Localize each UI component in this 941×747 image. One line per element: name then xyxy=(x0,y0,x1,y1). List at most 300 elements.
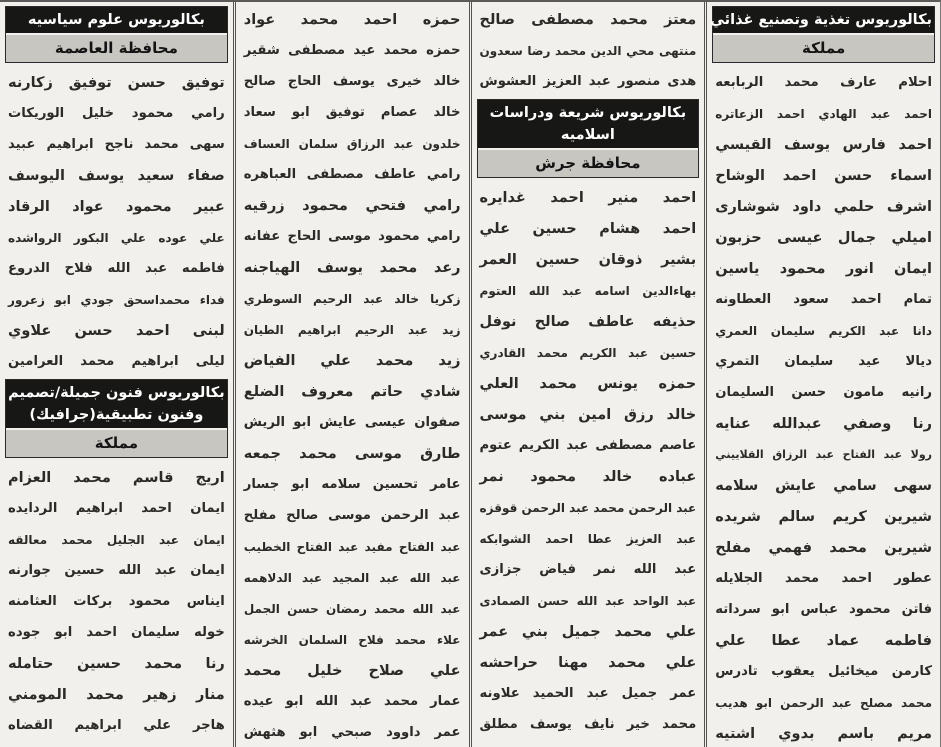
name-word: شوشارى xyxy=(715,198,780,215)
name-word: الضلع xyxy=(243,383,285,400)
name-word: جميل xyxy=(621,686,658,701)
name-word: محمد xyxy=(384,694,419,709)
name-row xyxy=(239,221,466,252)
name-word: عبد xyxy=(393,136,414,151)
name-word: مصطفى xyxy=(288,43,346,58)
name-word: ابراهيم xyxy=(75,501,123,516)
name-word: عواد xyxy=(72,198,104,215)
name-word: احمد xyxy=(86,625,117,640)
name-word: سليمان xyxy=(770,323,816,338)
name-word: رعد xyxy=(433,259,461,276)
name-word: عمر xyxy=(479,623,509,640)
name-word: كارمن xyxy=(891,664,932,679)
name-word: ابو xyxy=(54,625,73,640)
name-word: محمود xyxy=(125,198,172,215)
name-word: تمام xyxy=(903,292,932,307)
name-word: ابراهيم xyxy=(131,354,179,369)
name-word: قاسم xyxy=(132,469,174,486)
name-word: محمد xyxy=(144,137,179,152)
name-word: رنا xyxy=(205,655,225,672)
name-word: حراحشه xyxy=(479,654,538,671)
name-word: الحميد xyxy=(532,686,574,701)
name-word: الخطيب xyxy=(243,539,291,554)
name-word: جودي xyxy=(80,292,114,307)
name-row xyxy=(239,717,466,747)
name-word: اليوسف xyxy=(8,167,65,184)
name-row xyxy=(239,35,466,66)
name-word: صلاح xyxy=(368,662,404,679)
name-word: عبد xyxy=(350,694,373,709)
column-political-science-fine-arts xyxy=(0,2,236,747)
name-word: الفتاح xyxy=(842,448,876,461)
name-word: ابو xyxy=(291,477,310,492)
column-nutrition-food-manufacturing xyxy=(707,2,940,747)
name-word: عطا xyxy=(771,632,801,649)
name-row xyxy=(710,160,937,191)
name-word: خالد xyxy=(666,406,697,423)
name-word: عبد xyxy=(562,283,583,298)
name-word: توفيق xyxy=(68,74,112,91)
name-row xyxy=(3,617,230,648)
name-row xyxy=(710,625,937,656)
name-word: عبد xyxy=(676,531,697,546)
name-word: اسامه xyxy=(594,283,630,298)
name-word: المجيد xyxy=(332,570,370,585)
name-word: محمد xyxy=(73,469,111,486)
name-word: القادري xyxy=(479,345,526,360)
name-word: الكريم xyxy=(518,438,560,453)
name-row xyxy=(239,624,466,655)
name-row xyxy=(3,679,230,710)
name-word: باسم xyxy=(837,725,875,742)
name-word: خيرى xyxy=(386,74,422,89)
name-word: الوريكات xyxy=(8,106,65,121)
name-word: الدروع xyxy=(8,261,50,276)
name-word: محمد xyxy=(784,571,820,586)
name-word: الفياض xyxy=(243,352,296,369)
name-word: سليمان xyxy=(131,625,180,640)
name-word: احمد xyxy=(662,220,697,237)
name-word: حسن xyxy=(74,322,113,339)
name-word: نمر xyxy=(593,562,616,577)
name-word: ايمان xyxy=(190,501,225,516)
name-row xyxy=(3,284,230,315)
name-word: عبيد xyxy=(8,137,36,152)
name-word: عبير xyxy=(193,198,225,215)
name-row xyxy=(475,4,702,35)
name-word: موسى xyxy=(479,406,527,423)
name-word: رنا xyxy=(912,415,932,432)
name-word: فياض xyxy=(539,562,576,577)
name-row xyxy=(475,368,702,399)
name-word: الله xyxy=(409,570,431,585)
name-word: احمد xyxy=(898,136,932,153)
name-word: رامي xyxy=(426,167,461,182)
name-word: علي xyxy=(665,623,697,640)
name-word: عبد xyxy=(407,322,429,337)
name-word: الرواشده xyxy=(8,230,62,245)
name-word: مطلق xyxy=(479,717,518,732)
name-row xyxy=(239,562,466,593)
name-word: عارف xyxy=(840,75,877,90)
name-word: محي xyxy=(626,43,655,58)
degree-title-line: بكالوريوس شريعة ودراسات xyxy=(489,105,687,121)
name-row xyxy=(710,470,937,501)
name-word: حتامله xyxy=(8,655,54,672)
name-word: محمد xyxy=(300,11,339,28)
name-row xyxy=(239,4,466,35)
name-word: خالد xyxy=(433,74,461,89)
name-word: الله xyxy=(576,593,598,608)
name-word: محمود xyxy=(128,594,171,609)
name-word: حسين xyxy=(659,345,697,360)
name-row xyxy=(3,129,230,160)
name-word: زرقيه xyxy=(243,197,285,214)
name-row xyxy=(3,222,230,253)
name-word: فاتن xyxy=(901,602,932,617)
name-row xyxy=(239,66,466,97)
name-row xyxy=(475,523,702,554)
name-word: احلام xyxy=(898,75,932,90)
name-word: موسى xyxy=(354,445,402,462)
name-word: فارس xyxy=(842,136,886,153)
name-word: الله xyxy=(118,563,142,578)
name-row xyxy=(3,555,230,586)
name-word: ديالا xyxy=(905,354,932,369)
name-word: فلاح xyxy=(358,632,384,647)
name-word: خالد xyxy=(602,468,633,485)
name-word: موسى xyxy=(328,229,371,244)
name-word: العزيز xyxy=(626,531,662,546)
name-word: خالد xyxy=(433,105,461,120)
name-word: احمد xyxy=(141,501,172,516)
name-row xyxy=(710,656,937,687)
name-word: الفتاح xyxy=(296,539,332,554)
name-word: الجليل xyxy=(106,532,145,547)
name-word: سهى xyxy=(893,477,932,494)
name-word: الهياجنه xyxy=(243,259,301,276)
name-word: الرحمن xyxy=(780,695,824,710)
name-word: الرزاق xyxy=(772,448,808,461)
name-word: الله xyxy=(107,261,131,276)
name-word: فاطمه xyxy=(181,261,225,276)
name-word: رامي xyxy=(191,106,225,121)
name-row xyxy=(239,345,466,376)
region-label: مملكة xyxy=(6,430,227,457)
name-word: ابراهيم xyxy=(74,718,122,733)
name-word: عيسى xyxy=(364,415,407,430)
region-label: محافظة جرش xyxy=(478,150,699,177)
name-word: ابو xyxy=(285,694,304,709)
name-word: محمد xyxy=(662,717,697,732)
name-word: بني xyxy=(539,406,566,423)
name-word: محمد xyxy=(536,345,568,360)
name-row xyxy=(475,275,702,306)
name-word: صالح xyxy=(286,508,319,523)
name-row xyxy=(3,648,230,679)
name-word: العطاونه xyxy=(715,292,772,307)
name-word: ابو xyxy=(293,415,311,430)
name-word: عبد xyxy=(674,562,697,577)
name-word: عماد xyxy=(826,632,860,649)
name-word: منصور xyxy=(617,74,661,89)
name-word: هاجر xyxy=(192,718,225,733)
name-word: الصمادى xyxy=(479,593,530,608)
name-word: احمد xyxy=(841,571,872,586)
name-word: العباهره xyxy=(243,167,297,182)
name-word: الله xyxy=(528,283,550,298)
name-word: يوسف xyxy=(529,717,572,732)
name-row xyxy=(239,655,466,686)
name-word: رولا xyxy=(910,448,932,461)
name-word: رضا xyxy=(527,43,551,58)
name-row xyxy=(239,252,466,283)
name-word: احمد xyxy=(776,106,805,121)
degree-header xyxy=(712,6,935,63)
name-word: جزازى xyxy=(479,562,522,577)
name-word: حسن xyxy=(537,593,569,608)
name-word: محمود xyxy=(131,106,174,121)
degree-header xyxy=(5,6,228,63)
name-word: محمد xyxy=(379,259,418,276)
name-word: محمود xyxy=(378,229,420,244)
name-row xyxy=(475,461,702,492)
name-word: خليل xyxy=(81,106,115,121)
name-word: احمد xyxy=(662,189,697,206)
name-row xyxy=(710,98,937,129)
name-word: شيرين xyxy=(884,508,932,525)
name-word: زهير xyxy=(143,686,177,703)
name-row xyxy=(710,191,937,222)
name-word: غدايره xyxy=(479,189,526,206)
name-word: محمد xyxy=(593,500,625,515)
name-word: مصطفى xyxy=(306,167,364,182)
name-word: دانا xyxy=(912,323,932,338)
name-word: الله xyxy=(633,562,657,577)
name-word: عبد xyxy=(440,539,461,554)
name-row xyxy=(710,408,937,439)
name-word: محمد xyxy=(299,445,337,462)
name-word: الوشاح xyxy=(715,167,765,184)
name-word: ابو xyxy=(54,292,71,307)
name-row xyxy=(3,462,230,493)
name-word: ابو xyxy=(755,695,773,710)
name-row xyxy=(239,376,466,407)
name-word: ناجح xyxy=(104,137,134,152)
name-word: محمود xyxy=(302,197,348,214)
name-word: رمضان xyxy=(325,601,367,616)
name-row xyxy=(239,190,466,221)
name-word: اريج xyxy=(195,469,225,486)
name-row xyxy=(475,430,702,461)
name-word: الجمل xyxy=(243,601,280,616)
name-word: صالح xyxy=(534,313,571,330)
degree-header xyxy=(477,99,700,178)
name-word: مصطفى xyxy=(595,438,653,453)
name-row xyxy=(3,493,230,524)
name-word: عامر xyxy=(430,477,461,492)
name-word: العلي xyxy=(479,375,519,392)
name-word: الرزاق xyxy=(346,136,385,151)
name-word: بني xyxy=(521,623,548,640)
name-word: فتحي xyxy=(365,197,406,214)
name-row xyxy=(710,501,937,532)
name-word: محمد xyxy=(610,11,648,28)
name-word: عبد xyxy=(566,438,589,453)
name-word: مامون xyxy=(843,385,885,400)
name-row xyxy=(710,253,937,284)
name-row xyxy=(239,593,466,624)
name-word: حاتم xyxy=(370,383,404,400)
name-word: سعاد xyxy=(243,105,276,120)
name-word: التمري xyxy=(715,354,760,369)
name-word: الشوابكه xyxy=(479,531,531,546)
name-word: توفيق xyxy=(181,74,225,91)
name-word: محمد xyxy=(61,532,93,547)
name-word: احمد xyxy=(363,11,398,28)
name-word: عواد xyxy=(243,11,276,28)
name-word: القضاه xyxy=(8,718,53,733)
name-word: احمد xyxy=(550,189,584,206)
name-word: جمعه xyxy=(243,445,281,462)
name-word: عايش xyxy=(319,415,357,430)
name-word: الرحمن xyxy=(521,500,566,515)
name-row xyxy=(710,67,937,98)
name-word: العتوم xyxy=(479,283,517,298)
name-word: فلاح xyxy=(64,261,93,276)
name-word: عاطف xyxy=(588,313,635,330)
name-word: صفاء xyxy=(187,167,225,184)
name-word: فهمي xyxy=(768,539,812,556)
name-word: يعقوب xyxy=(771,664,815,679)
name-row xyxy=(239,97,466,128)
name-word: حسين xyxy=(535,251,580,268)
name-word: قوقزه xyxy=(479,500,518,515)
name-row xyxy=(3,160,230,191)
name-word: محمد xyxy=(383,43,418,58)
name-word: رانيه xyxy=(901,385,932,400)
name-word: الرحمن xyxy=(628,500,673,515)
name-word: محمد xyxy=(614,623,653,640)
name-row xyxy=(475,399,702,430)
name-row xyxy=(3,253,230,284)
name-word: الله xyxy=(412,601,434,616)
name-word: عفانه xyxy=(243,229,281,244)
name-row xyxy=(710,563,937,594)
name-row xyxy=(475,306,702,337)
name-word: هثهش xyxy=(243,725,286,740)
name-word: البكور xyxy=(73,230,109,245)
name-word: محمد xyxy=(243,662,282,679)
name-word: عبد xyxy=(569,500,590,515)
name-word: ليلى xyxy=(195,354,225,369)
name-row xyxy=(239,686,466,717)
name-row xyxy=(475,492,702,523)
name-word: موسى xyxy=(328,508,371,523)
name-word: القيسي xyxy=(715,136,772,153)
name-word: حسين xyxy=(64,563,105,578)
name-row xyxy=(710,594,937,625)
name-word: حسين xyxy=(532,220,577,237)
name-word: رامي xyxy=(423,197,461,214)
name-word: سالم xyxy=(778,508,815,525)
region-label: محافظة العاصمة xyxy=(6,35,227,62)
name-word: عبد xyxy=(363,291,384,306)
name-word: عبد xyxy=(154,563,177,578)
column-sharia-islamic-studies xyxy=(472,2,708,747)
name-word: توفيق xyxy=(325,105,365,120)
name-row xyxy=(475,554,702,585)
name-word: زيد xyxy=(442,322,461,337)
name-row xyxy=(239,438,466,469)
name-word: صالح xyxy=(243,74,276,89)
name-word: امين xyxy=(578,406,612,423)
degree-title-line: بكالوريوس علوم سياسيه xyxy=(27,12,205,28)
name-word: السوطري xyxy=(243,291,302,306)
name-word: محمود xyxy=(530,468,576,485)
name-word: الردايده xyxy=(8,501,58,516)
name-word: ياسين xyxy=(715,260,760,277)
name-word: عبد xyxy=(588,74,611,89)
name-word: يونس xyxy=(597,375,638,392)
name-word: علاونه xyxy=(479,686,520,701)
name-word: حسن xyxy=(791,385,827,400)
name-word: يوسف xyxy=(332,74,375,89)
name-word: شقير xyxy=(243,43,280,58)
name-word: احمد xyxy=(136,322,170,339)
name-word: سهى xyxy=(189,137,225,152)
name-word: السلمان xyxy=(298,632,348,647)
name-word: انور xyxy=(845,260,874,277)
name-word: محمد xyxy=(375,352,414,369)
name-word: عوده xyxy=(158,230,188,245)
name-row xyxy=(710,718,937,747)
name-word: عبد xyxy=(870,106,891,121)
name-word: عبد xyxy=(879,323,900,338)
name-row xyxy=(710,687,937,718)
name-word: عنايه xyxy=(715,415,751,432)
name-row xyxy=(710,346,937,377)
name-row xyxy=(475,585,702,616)
name-word: سلمان xyxy=(298,136,339,151)
name-word: منار xyxy=(196,686,225,703)
name-word: عباس xyxy=(800,602,839,617)
name-word: بهاءالدين xyxy=(642,283,697,298)
name-word: عبد xyxy=(158,532,179,547)
name-word: كريم xyxy=(832,508,867,525)
name-word: محمد xyxy=(539,375,577,392)
name-word: عبد xyxy=(379,570,400,585)
name-row xyxy=(710,315,937,346)
name-word: محمود xyxy=(779,260,826,277)
name-word: اسماء xyxy=(890,167,932,184)
name-word: علي xyxy=(199,230,225,245)
name-word: حزبون xyxy=(715,229,762,246)
name-word: سعيد xyxy=(137,167,175,184)
name-word: حسن xyxy=(287,601,319,616)
name-word: الكريم xyxy=(579,345,617,360)
name-word: منتهى xyxy=(658,43,697,58)
name-row xyxy=(710,377,937,408)
name-word: مصطفى xyxy=(531,11,594,28)
name-word: علي xyxy=(120,230,147,245)
name-word: محمد xyxy=(374,601,406,616)
name-word: معروف xyxy=(301,383,354,400)
name-word: فداء xyxy=(199,292,225,307)
name-word: الحاج xyxy=(287,229,321,244)
name-word: خليل xyxy=(307,662,343,679)
column-names-continuation xyxy=(236,2,472,747)
